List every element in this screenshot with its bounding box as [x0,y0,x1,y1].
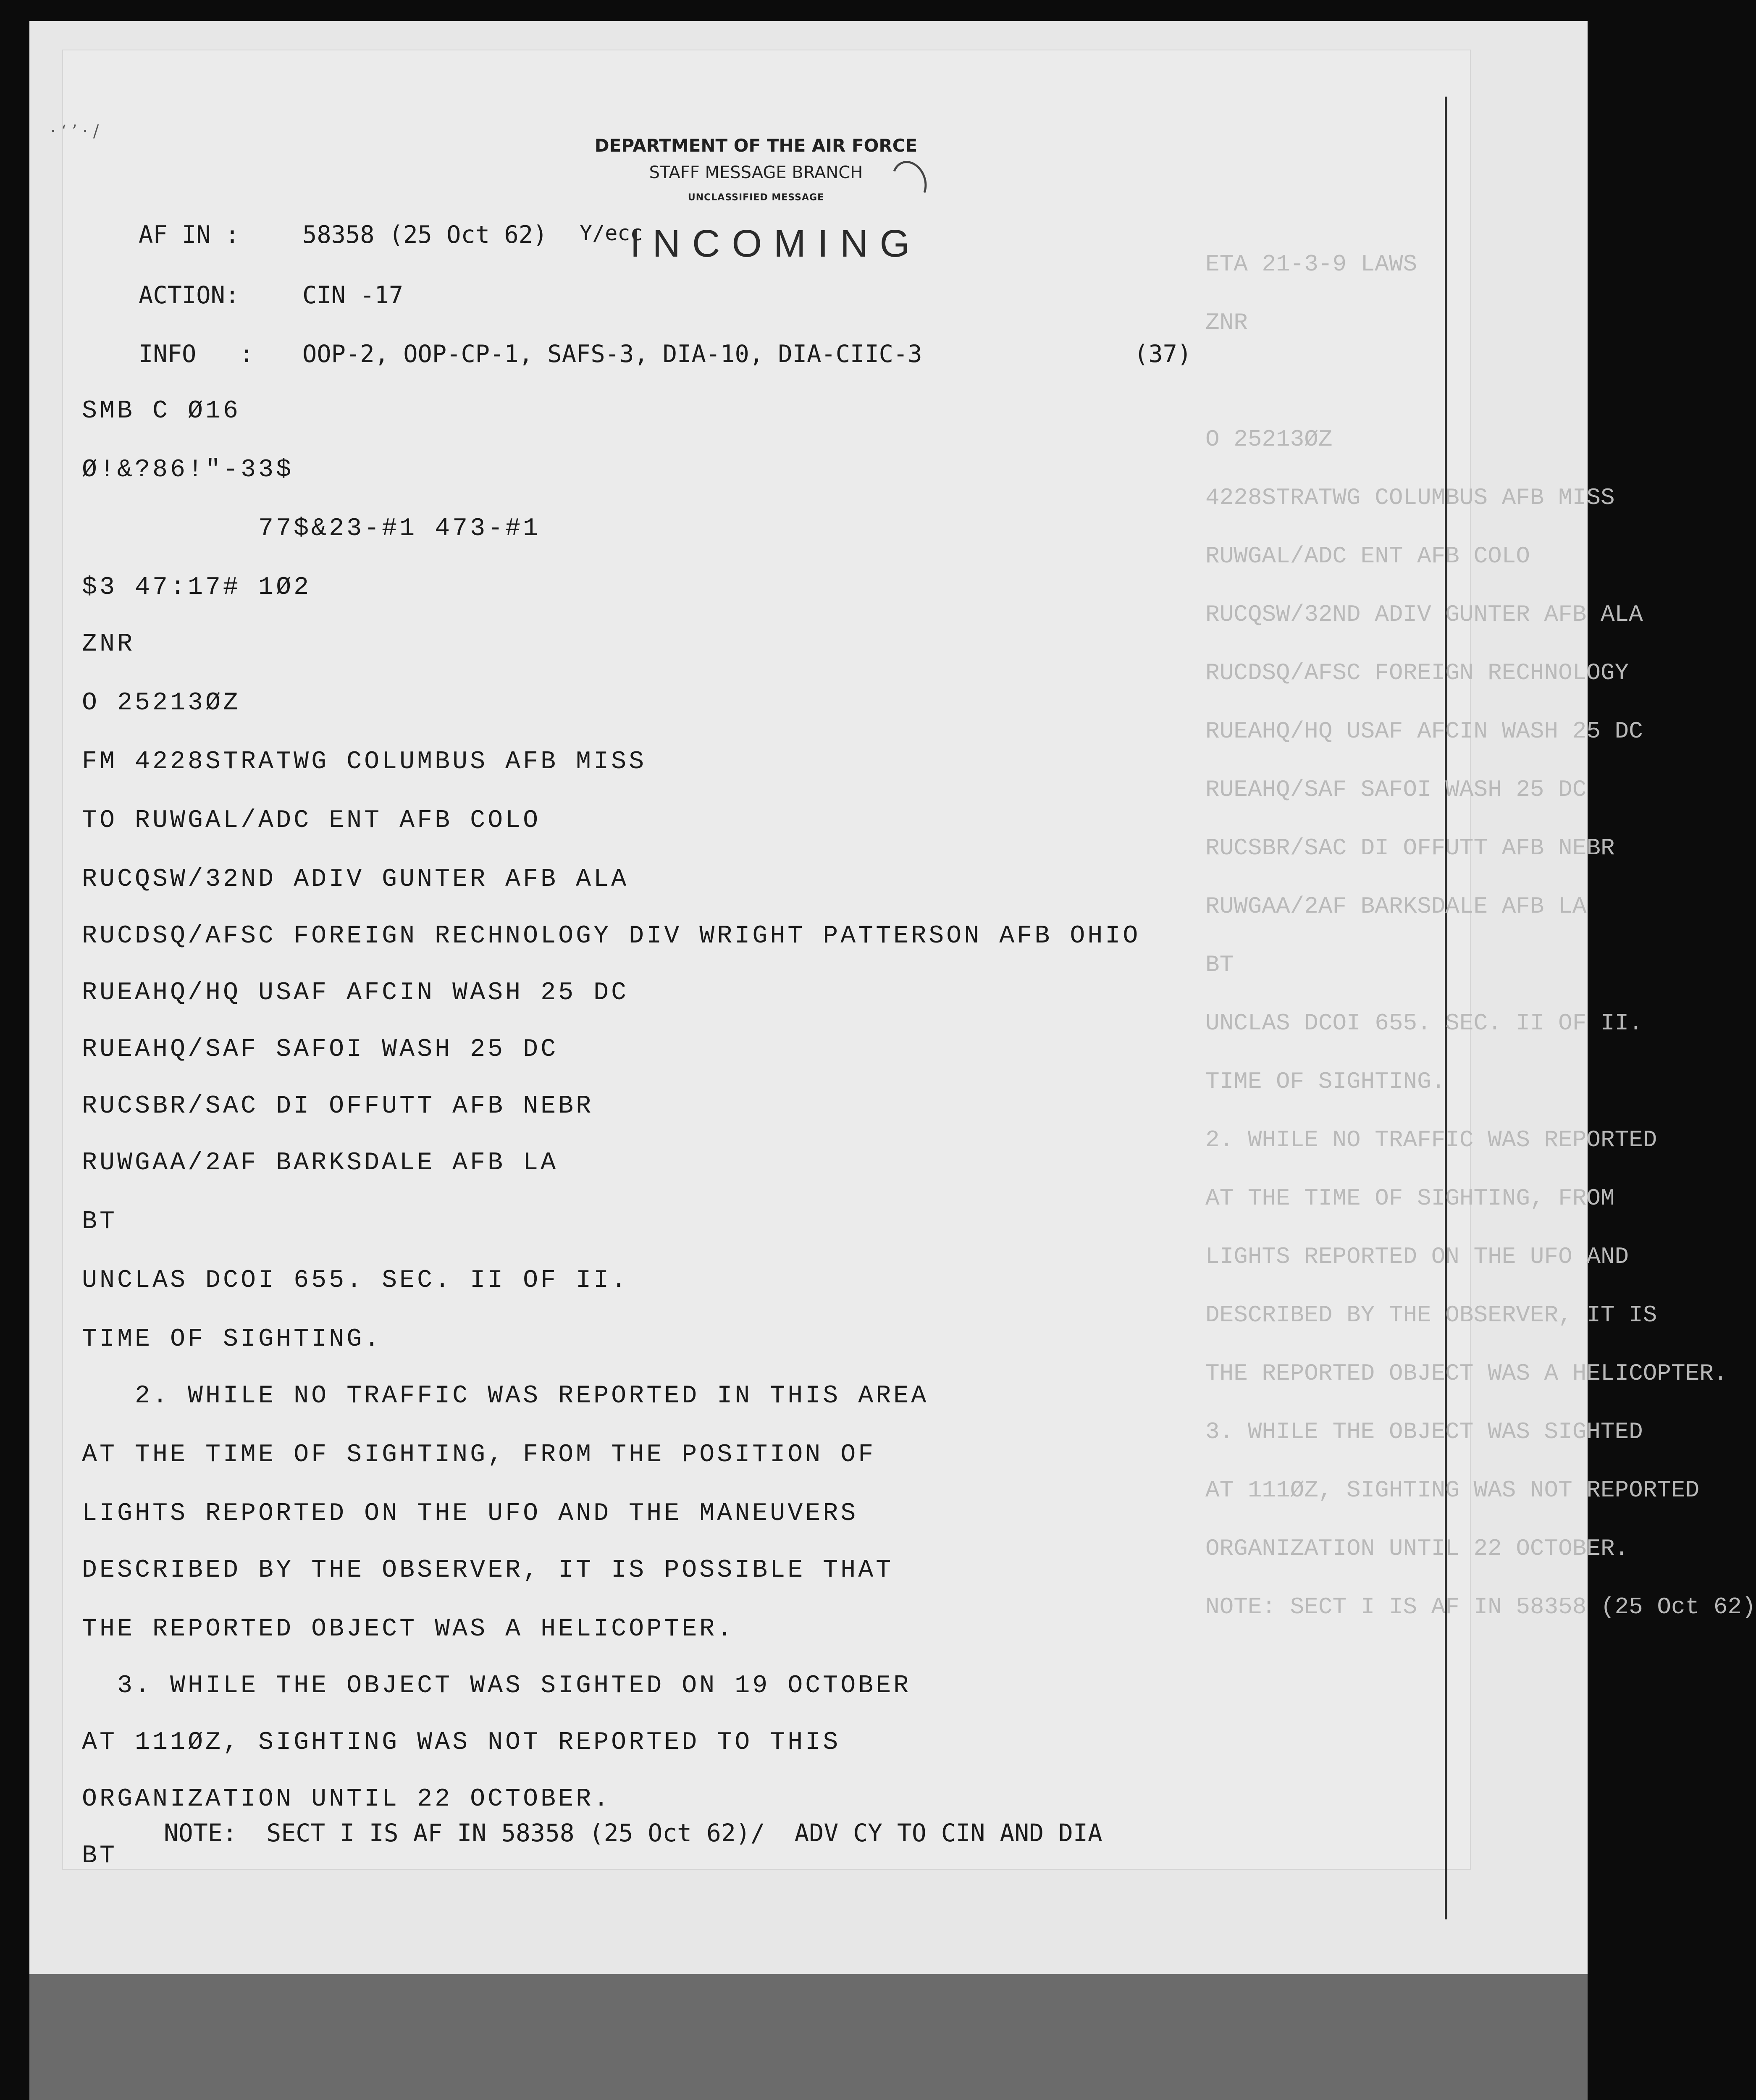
ghost-line: RUEAHQ/SAF SAFOI WASH 25 DC [1205,776,1587,803]
ghost-line: 2. WHILE NO TRAFFIC WAS REPORTED [1205,1126,1657,1153]
message-line: FM 4228STRATWG COLUMBUS AFB MISS [82,748,647,776]
message-line: SMB C Ø16 [82,397,241,425]
message-line: ORGANIZATION UNTIL 22 OCTOBER. [82,1785,612,1814]
ghost-line: DESCRIBED BY THE OBSERVER, IT IS [1205,1302,1657,1328]
message-line: BT [82,1208,118,1236]
ghost-line: RUCSBR/SAC DI OFFUTT AFB NEBR [1205,835,1615,861]
ghost-line: THE REPORTED OBJECT WAS A HELICOPTER. [1205,1360,1728,1387]
af-in-label: AF IN : [139,221,240,249]
ghost-line: RUWGAL/ADC ENT AFB COLO [1205,543,1530,570]
ghost-line: 4228STRATWG COLUMBUS AFB MISS [1205,484,1615,511]
ghost-line: RUWGAA/2AF BARKSDALE AFB LA [1205,893,1587,920]
info-label: INFO : [139,340,254,368]
department-heading: DEPARTMENT OF THE AIR FORCE [594,135,918,156]
message-line: RUWGAA/2AF BARKSDALE AFB LA [82,1149,559,1177]
action-label: ACTION: [139,281,240,309]
message-line: ZNR [82,630,135,659]
message-line: UNCLAS DCOI 655. SEC. II OF II. [82,1266,629,1295]
message-line: RUEAHQ/HQ USAF AFCIN WASH 25 DC [82,979,629,1007]
message-line: TO RUWGAL/ADC ENT AFB COLO [82,806,541,835]
ghost-line: RUCDSQ/AFSC FOREIGN RECHNOLOGY [1205,659,1629,686]
message-line: RUCQSW/32ND ADIV GUNTER AFB ALA [82,865,629,894]
message-line: RUCDSQ/AFSC FOREIGN RECHNOLOGY DIV WRIGHT PATTERSON AFB OHIO [82,922,1141,950]
ghost-line: RUEAHQ/HQ USAF AFCIN WASH 25 DC [1205,718,1643,745]
ghost-line: UNCLAS DCOI 655. SEC. II OF II. [1205,1010,1643,1037]
routing-note: NOTE: SECT I IS AF IN 58358 (25 Oct 62)/ ADV CY TO CIN AND DIA [164,1819,1102,1847]
af-in-handwritten: Y/ecc [580,221,643,245]
info-value: OOP-2, OOP-CP-1, SAFS-3, DIA-10, DIA-CIIC-3 [302,340,922,368]
ghost-line: RUCQSW/32ND ADIV GUNTER AFB ALA [1205,601,1643,628]
classification-heading: UNCLASSIFIED MESSAGE [688,192,824,203]
ghost-line: AT 111ØZ, SIGHTING WAS NOT REPORTED [1205,1477,1700,1504]
scan-marks: · ‘ ’ · / [50,122,99,141]
message-line: O 25213ØZ [82,689,241,717]
message-line: Ø!&?86!"-33$ [82,456,294,484]
message-line: LIGHTS REPORTED ON THE UFO AND THE MANEUVERS [82,1499,858,1528]
ghost-line [1205,352,1550,410]
ghost-line: ZNR [1205,309,1248,336]
message-line: RUCSBR/SAC DI OFFUTT AFB NEBR [82,1092,594,1121]
action-value: CIN -17 [302,281,404,309]
scan-background [29,1974,1588,2100]
message-line: 3. WHILE THE OBJECT WAS SIGHTED ON 19 OCTOBER [82,1672,911,1700]
af-in-value: 58358 (25 Oct 62) [302,221,548,249]
ghost-line: AT THE TIME OF SIGHTING, FROM [1205,1185,1615,1212]
ghost-line: NOTE: SECT I IS AF IN 58358 (25 Oct 62) [1205,1593,1756,1620]
scan-edge [0,1974,29,2100]
message-line: RUEAHQ/SAF SAFOI WASH 25 DC [82,1035,559,1064]
ghost-line: LIGHTS REPORTED ON THE UFO AND [1205,1243,1629,1270]
ghost-line: ORGANIZATION UNTIL 22 OCTOBER. [1205,1535,1629,1562]
message-line: 77$&23-#1 473-#1 [82,514,541,543]
message-line: $3 47:17# 1Ø2 [82,573,312,602]
message-line: AT THE TIME OF SIGHTING, FROM THE POSITION OF [82,1441,876,1469]
message-line: 2. WHILE NO TRAFFIC WAS REPORTED IN THIS AREA [82,1382,929,1410]
incoming-stamp: INCOMING [630,222,922,265]
message-line: BT [82,1842,118,1870]
ghost-line: TIME OF SIGHTING. [1205,1068,1446,1095]
ghost-line: BT [1205,951,1234,978]
message-line: AT 111ØZ, SIGHTING WAS NOT REPORTED TO THIS [82,1728,841,1757]
ghost-line: 3. WHILE THE OBJECT WAS SIGHTED [1205,1418,1643,1445]
message-line: DESCRIBED BY THE OBSERVER, IT IS POSSIBLE THAT [82,1556,894,1585]
info-total: (37) [1134,340,1192,368]
ghost-line: ETA 21-3-9 LAWS [1205,251,1417,278]
ghost-line: O 25213ØZ [1205,426,1333,453]
message-line: THE REPORTED OBJECT WAS A HELICOPTER. [82,1615,735,1643]
message-line: TIME OF SIGHTING. [82,1325,382,1354]
branch-heading: STAFF MESSAGE BRANCH [649,163,863,182]
show-through-text [1205,235,1756,1873]
